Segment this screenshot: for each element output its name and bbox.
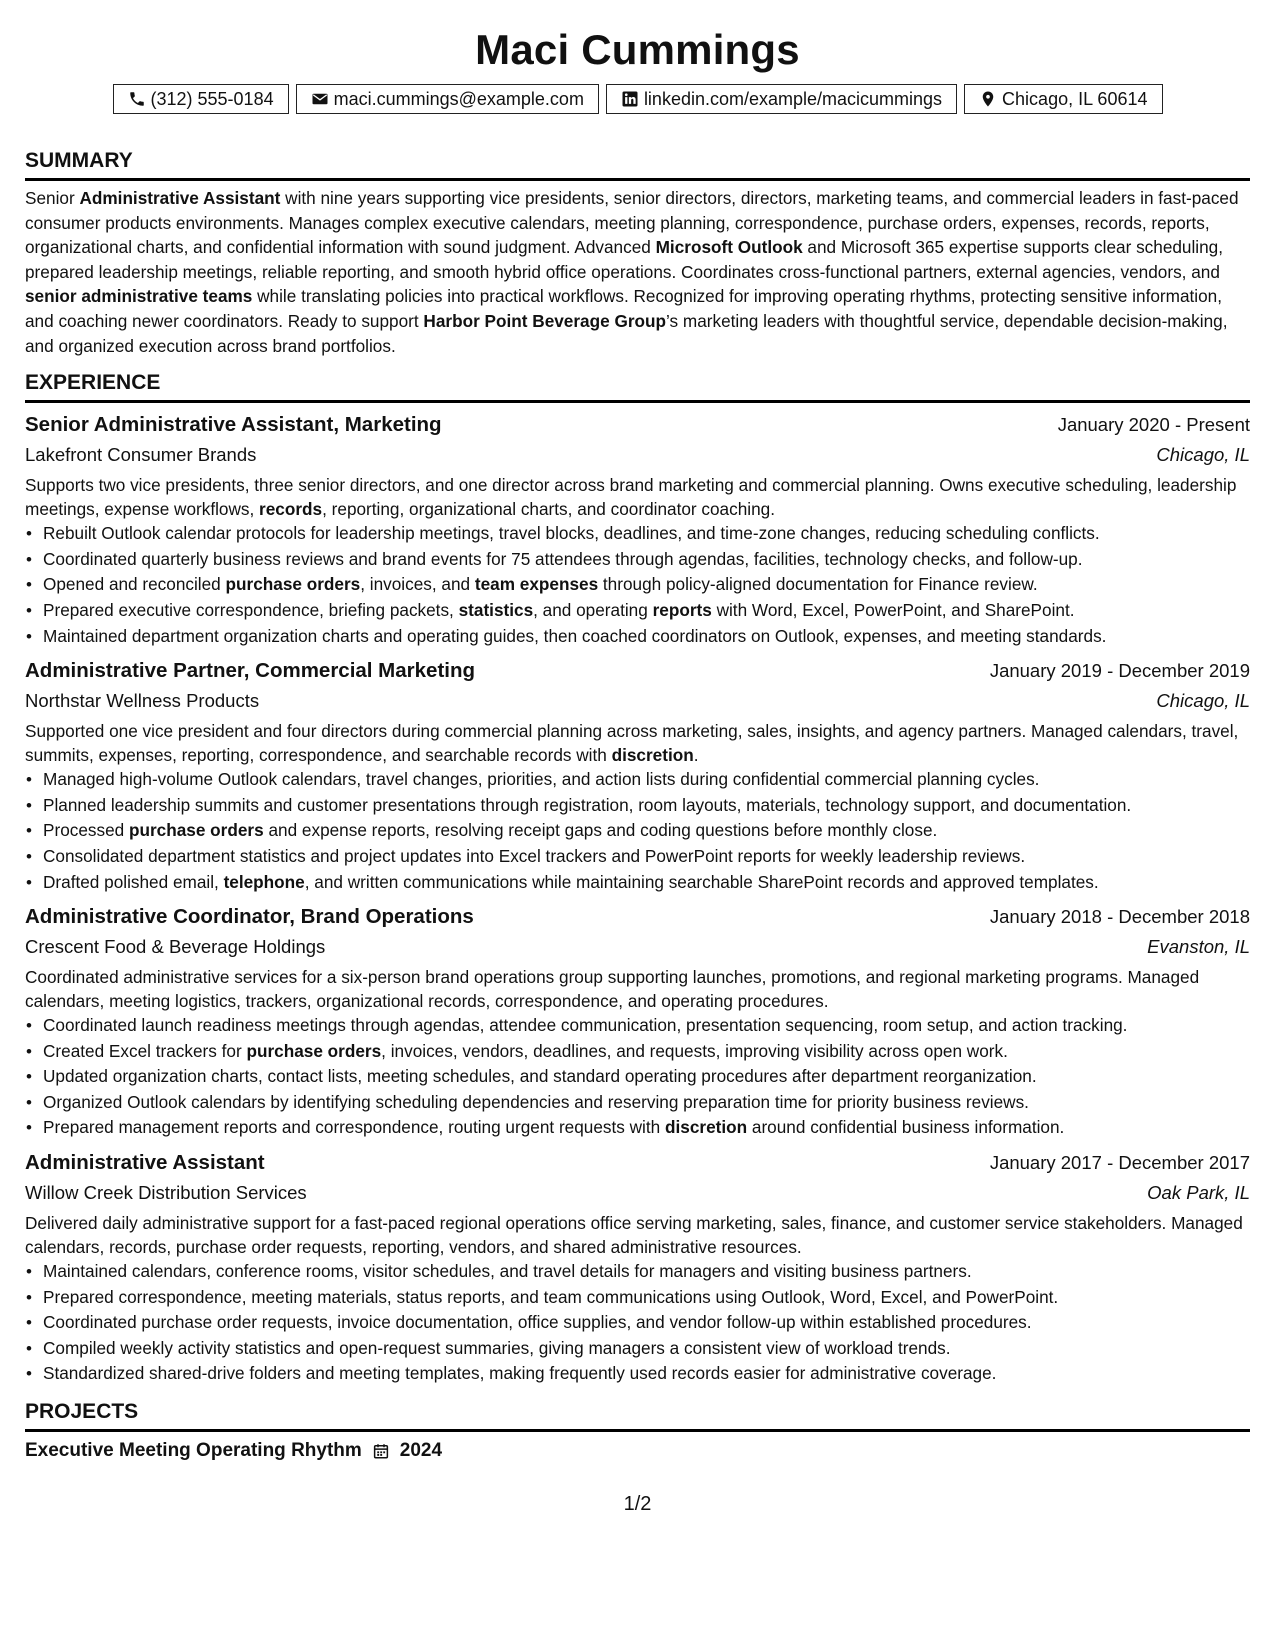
job-subheader	[25, 440, 1250, 469]
bullet-segment: Maintained department organization charts and operating guides, then coached coordinators on Outlook, expenses, and meeting standards.	[43, 625, 1107, 646]
job-description-bold: records	[259, 499, 323, 520]
bullet-bold: purchase orders	[225, 574, 361, 595]
job-bullet	[43, 1039, 1250, 1065]
job-title: Administrative Partner, Commercial Marketing	[25, 659, 476, 683]
experience-heading: EXPERIENCE	[25, 370, 1250, 403]
job-bullet-list	[25, 1013, 1250, 1141]
summary-heading: SUMMARY	[25, 148, 1250, 181]
summary-section	[25, 148, 1250, 358]
job-description	[25, 1211, 1250, 1259]
bullet-bold: reports	[652, 599, 712, 620]
bullet-bold: purchase orders	[128, 820, 264, 841]
job-bullet	[43, 1310, 1250, 1336]
job-entry	[25, 901, 1250, 1141]
job-location: Evanston, IL	[1147, 936, 1250, 958]
bullet-segment: Organized Outlook calendars by identifying scheduling dependencies and reserving preparation time for priority business reviews.	[43, 1091, 1029, 1112]
project-item	[25, 1438, 1250, 1464]
job-dates: January 2019 - December 2019	[989, 660, 1250, 682]
summary-segment: while translating policies into practical workflows. Recognized for improving operating rhythms, protecting sensitive information, and coaching newer coordinators. Ready to support	[25, 286, 1222, 331]
bullet-segment: Prepared correspondence, meeting materials, status reports, and team communications using Outlook, Word, Excel, and PowerPoint.	[43, 1286, 1059, 1307]
job-bullet	[43, 1064, 1250, 1090]
projects-heading: PROJECTS	[25, 1399, 1250, 1432]
contact-phone-text: (312) 555-0184	[150, 89, 274, 109]
job-bullet	[43, 1336, 1250, 1362]
job-location: Chicago, IL	[1156, 690, 1250, 712]
job-bullet	[43, 1090, 1250, 1116]
summary-segment: ’s marketing leaders with thoughtful service, dependable decision-making, and organized execution across brand portfolios.	[25, 310, 1228, 356]
summary-text	[25, 186, 1250, 358]
job-bullet	[43, 598, 1250, 624]
bullet-segment: , invoices, and	[360, 574, 475, 595]
contact-email-text: maci.cummings@example.com	[333, 89, 584, 109]
bullet-segment: and expense reports, resolving receipt gaps and coding questions before monthly close.	[263, 820, 938, 841]
bullet-bold: telephone	[223, 871, 305, 892]
summary-bold: Microsoft Outlook	[655, 237, 803, 258]
bullet-bold: statistics	[458, 599, 534, 620]
job-description-segment: Supports two vice presidents, three senior directors, and one director across brand marketing and commercial planning. Owns executive scheduling, leadership meetings, expense workflows,	[25, 475, 1237, 520]
job-bullet	[43, 1259, 1250, 1285]
bullet-segment: Processed	[43, 820, 129, 841]
contact-email[interactable]	[296, 84, 599, 114]
job-bullet	[43, 521, 1250, 547]
job-description	[25, 719, 1250, 767]
job-bullet	[43, 1285, 1250, 1311]
job-description	[25, 473, 1250, 521]
job-company: Crescent Food & Beverage Holdings	[25, 936, 326, 958]
bullet-segment: around confidential business information.	[747, 1117, 1065, 1138]
job-title: Administrative Assistant	[25, 1151, 265, 1175]
summary-bold: senior administrative teams	[25, 286, 253, 307]
projects-section	[25, 1399, 1250, 1464]
job-company: Northstar Wellness Products	[25, 690, 260, 712]
summary-segment: Senior	[25, 188, 80, 208]
job-bullet-list	[25, 521, 1250, 649]
job-bullet-list	[25, 1259, 1250, 1387]
job-dates: January 2018 - December 2018	[989, 906, 1250, 928]
bullet-segment: Compiled weekly activity statistics and open-request summaries, giving managers a consistent view of workload trends.	[43, 1337, 951, 1358]
project-year: 2024	[399, 1440, 443, 1462]
job-company: Lakefront Consumer Brands	[25, 444, 257, 466]
bullet-segment: Prepared management reports and correspondence, routing urgent requests with	[43, 1117, 665, 1138]
contact-location	[964, 84, 1162, 114]
bullet-bold: team expenses	[474, 574, 599, 595]
job-subheader	[25, 932, 1250, 961]
bullet-segment: Updated organization charts, contact lists, meeting schedules, and standard operating procedures after department reorganization.	[43, 1066, 1037, 1087]
job-bullet	[43, 624, 1250, 650]
bullet-segment: through policy-aligned documentation for Finance review.	[598, 574, 1038, 595]
job-bullet-list	[25, 767, 1250, 895]
phone-icon	[128, 90, 146, 108]
project-name: Executive Meeting Operating Rhythm	[25, 1440, 362, 1462]
contact-linkedin[interactable]	[606, 84, 957, 114]
job-title: Administrative Coordinator, Brand Operations	[25, 905, 474, 929]
calendar-icon	[372, 1442, 390, 1460]
job-company: Willow Creek Distribution Services	[25, 1182, 307, 1204]
contact-bar	[25, 84, 1250, 114]
job-bullet	[43, 793, 1250, 819]
bullet-segment: Planned leadership summits and customer presentations through registration, room layouts, materials, technology support, and documentation.	[43, 794, 1132, 815]
summary-segment: and Microsoft 365 expertise supports clear scheduling, prepared leadership meetings, reliable reporting, and smooth hybrid office operations. Coordinates cross-functional partners, external agencies, vendors, and	[25, 237, 1224, 282]
job-bullet	[43, 572, 1250, 598]
job-subheader	[25, 1178, 1250, 1207]
bullet-segment: with Word, Excel, PowerPoint, and SharePoint.	[711, 599, 1075, 620]
summary-bold: Harbor Point Beverage Group	[423, 310, 667, 331]
job-header	[25, 1147, 1250, 1178]
bullet-bold: discretion	[664, 1117, 748, 1138]
job-header	[25, 901, 1250, 932]
job-location: Chicago, IL	[1156, 444, 1250, 466]
job-description-segment: .	[693, 745, 699, 766]
job-description-bold: discretion	[611, 745, 694, 766]
job-description-segment: Coordinated administrative services for a six-person brand operations group supporting launches, promotions, and regional marketing programs. Managed calendars, meeting logistics, trackers, organizational records, correspondence, and operating procedures.	[25, 967, 1200, 1012]
job-description-segment: Delivered daily administrative support for a fast-paced regional operations office serving marketing, sales, finance, and customer service stakeholders. Managed calendars, records, purchase order requests, reporting, vendors, and shared administrative resources.	[25, 1213, 1243, 1258]
bullet-segment: , and written communications while maintaining searchable SharePoint records and approved templates.	[304, 871, 1099, 892]
bullet-segment: Coordinated quarterly business reviews and brand events for 75 attendees through agendas, facilities, technology checks, and follow-up.	[43, 548, 1083, 569]
page-number: 1/2	[623, 1493, 652, 1515]
candidate-name: Maci Cummings	[475, 26, 800, 73]
job-header	[25, 655, 1250, 686]
job-entry	[25, 655, 1250, 895]
job-location: Oak Park, IL	[1147, 1182, 1250, 1204]
bullet-segment: Standardized shared-drive folders and meeting templates, making frequently used records easier for administrative coverage.	[43, 1363, 997, 1384]
summary-bold: Administrative Assistant	[79, 188, 281, 208]
job-description-segment: Supported one vice president and four directors during commercial planning across marketing, sales, insights, and agency partners. Managed calendars, travel, summits, expenses, reporting, correspondence, and searchable records with	[25, 721, 1239, 766]
bullet-segment: Managed high-volume Outlook calendars, travel changes, priorities, and action lists during confidential commercial planning cycles.	[43, 769, 1040, 790]
bullet-segment: , and operating	[533, 599, 653, 620]
job-bullet	[43, 767, 1250, 793]
job-dates: January 2017 - December 2017	[989, 1152, 1250, 1174]
bullet-segment: Prepared executive correspondence, briefing packets,	[43, 599, 459, 620]
bullet-segment: Rebuilt Outlook calendar protocols for leadership meetings, travel blocks, deadlines, and time-zone changes, reducing scheduling conflicts.	[43, 523, 1100, 544]
job-bullet	[43, 547, 1250, 573]
map-marker-icon	[979, 90, 997, 108]
bullet-segment: Drafted polished email,	[43, 871, 224, 892]
contact-linkedin-text: linkedin.com/example/macicummings	[643, 89, 943, 109]
job-dates: January 2020 - Present	[1057, 414, 1250, 436]
bullet-bold: purchase orders	[246, 1040, 382, 1061]
bullet-segment: Created Excel trackers for	[43, 1040, 247, 1061]
job-list	[25, 409, 1250, 1387]
bullet-segment: Coordinated launch readiness meetings through agendas, attendee communication, presentation sequencing, room setup, and action tracking.	[43, 1015, 1128, 1036]
bullet-segment: , invoices, vendors, deadlines, and requests, improving visibility across open work.	[381, 1040, 1008, 1061]
job-bullet	[43, 818, 1250, 844]
bullet-segment: Consolidated department statistics and project updates into Excel trackers and PowerPoint reports for weekly leadership reviews.	[43, 845, 1026, 866]
bullet-segment: Opened and reconciled	[43, 574, 226, 595]
job-description-segment: , reporting, organizational charts, and coordinator coaching.	[322, 499, 775, 520]
envelope-icon	[311, 90, 329, 108]
job-entry	[25, 409, 1250, 649]
bullet-segment: Maintained calendars, conference rooms, visitor schedules, and travel details for managers and visiting business partners.	[43, 1261, 972, 1282]
job-bullet	[43, 844, 1250, 870]
job-bullet	[43, 1013, 1250, 1039]
job-title: Senior Administrative Assistant, Marketing	[25, 413, 442, 437]
job-header	[25, 409, 1250, 440]
contact-phone[interactable]	[113, 84, 289, 114]
experience-section	[25, 370, 1250, 1387]
summary-segment: with nine years supporting vice presidents, senior directors, directors, marketing teams, and commercial leaders in fast-paced consumer products environments. Manages complex executive calendars, meeting planning, correspondence, purchase orders, expenses, records, reports, organizational charts, and confidential information with sound judgment. Advanced	[25, 188, 1239, 258]
job-entry	[25, 1147, 1250, 1387]
linkedin-icon	[621, 90, 639, 108]
job-bullet	[43, 1115, 1250, 1141]
job-bullet	[43, 870, 1250, 896]
job-subheader	[25, 686, 1250, 715]
job-bullet	[43, 1361, 1250, 1387]
contact-location-text: Chicago, IL 60614	[1002, 89, 1148, 109]
job-description	[25, 965, 1250, 1013]
bullet-segment: Coordinated purchase order requests, invoice documentation, office supplies, and vendor follow-up within established procedures.	[43, 1312, 1032, 1333]
